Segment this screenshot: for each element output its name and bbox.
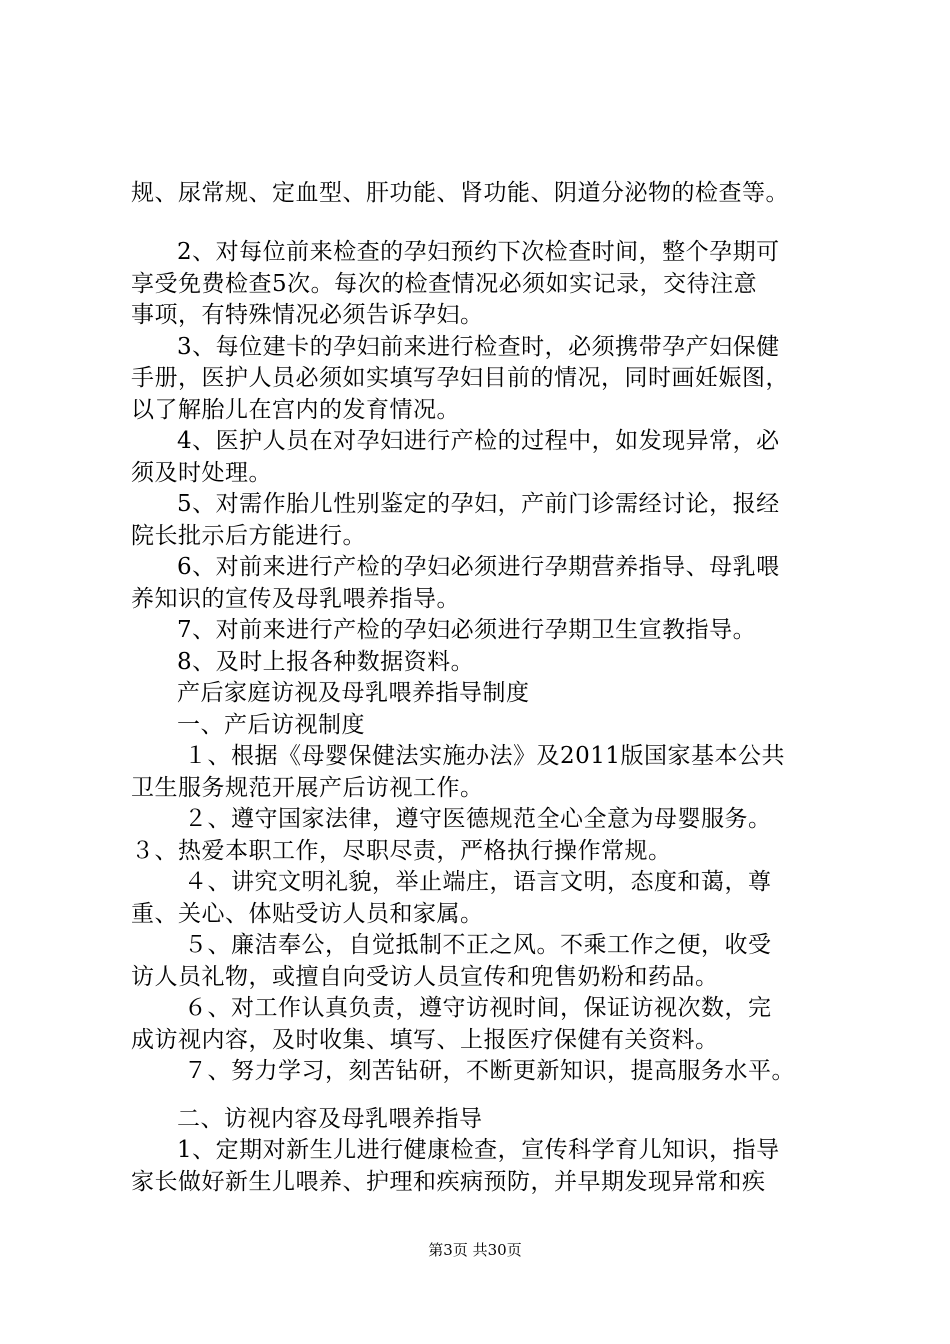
text-line: 事项，有特殊情况必须告诉孕妇。	[131, 302, 484, 328]
text-line: 院长批示后方能进行。	[131, 523, 366, 549]
text-line: 须及时处理。	[131, 460, 272, 486]
text-line: １、根据《母婴保健法实施办法》及2011版国家基本公共	[184, 743, 786, 769]
text-line: 7、对前来进行产检的孕妇必须进行孕期卫生宣教指导。	[177, 617, 757, 643]
text-line: ６、对工作认真负责，遵守访视时间，保证访视次数，完	[184, 995, 772, 1021]
text-line: 2、对每位前来检查的孕妇预约下次检查时间，整个孕期可	[177, 239, 780, 265]
section-heading: 二、访视内容及母乳喂养指导	[177, 1106, 483, 1132]
text-line: 5、对需作胎儿性别鉴定的孕妇，产前门诊需经讨论，报经	[177, 491, 780, 517]
text-line: 1、定期对新生儿进行健康检查，宣传科学育儿知识，指导	[177, 1137, 780, 1163]
text-line: 手册，医护人员必须如实填写孕妇目前的情况，同时画妊娠图，	[131, 365, 789, 391]
text-line: 养知识的宣传及母乳喂养指导。	[131, 586, 460, 612]
text-line: ５、廉洁奉公，自觉抵制不正之风。不乘工作之便，收受	[184, 932, 772, 958]
text-line: 重、关心、体贴受访人员和家属。	[131, 901, 484, 927]
text-line: ２、遵守国家法律，遵守医德规范全心全意为母婴服务。	[184, 806, 772, 832]
text-line: 访人员礼物，或擅自向受访人员宣传和兜售奶粉和药品。	[131, 964, 719, 990]
text-line: 卫生服务规范开展产后访视工作。	[131, 775, 484, 801]
text-line: 成访视内容，及时收集、填写、上报医疗保健有关资料。	[131, 1027, 719, 1053]
text-line: ７、努力学习，刻苦钻研，不断更新知识，提高服务水平。	[184, 1058, 795, 1084]
text-line: 3、每位建卡的孕妇前来进行检查时，必须携带孕产妇保健	[177, 334, 780, 360]
text-line: ３、热爱本职工作，尽职尽责，严格执行操作常规。	[131, 838, 672, 864]
text-line: 享受免费检查5次。每次的检查情况必须如实记录，交待注意	[131, 271, 758, 297]
text-line: 6、对前来进行产检的孕妇必须进行孕期营养指导、母乳喂	[177, 554, 780, 580]
text-line: 家长做好新生儿喂养、护理和疾病预防，并早期发现异常和疾	[131, 1169, 766, 1195]
text-line: 8、及时上报各种数据资料。	[177, 649, 475, 675]
section-heading: 一、产后访视制度	[177, 712, 365, 738]
text-line: 规、尿常规、定血型、肝功能、肾功能、阴道分泌物的检查等。	[131, 180, 789, 206]
text-line: ４、讲究文明礼貌，举止端庄，语言文明，态度和蔼，尊	[184, 869, 772, 895]
section-heading: 产后家庭访视及母乳喂养指导制度	[177, 680, 530, 706]
text-line: 以了解胎儿在宫内的发育情况。	[131, 397, 460, 423]
page-number-footer: 第3页 共30页	[428, 1241, 522, 1259]
text-line: 4、医护人员在对孕妇进行产检的过程中，如发现异常，必	[177, 428, 780, 454]
